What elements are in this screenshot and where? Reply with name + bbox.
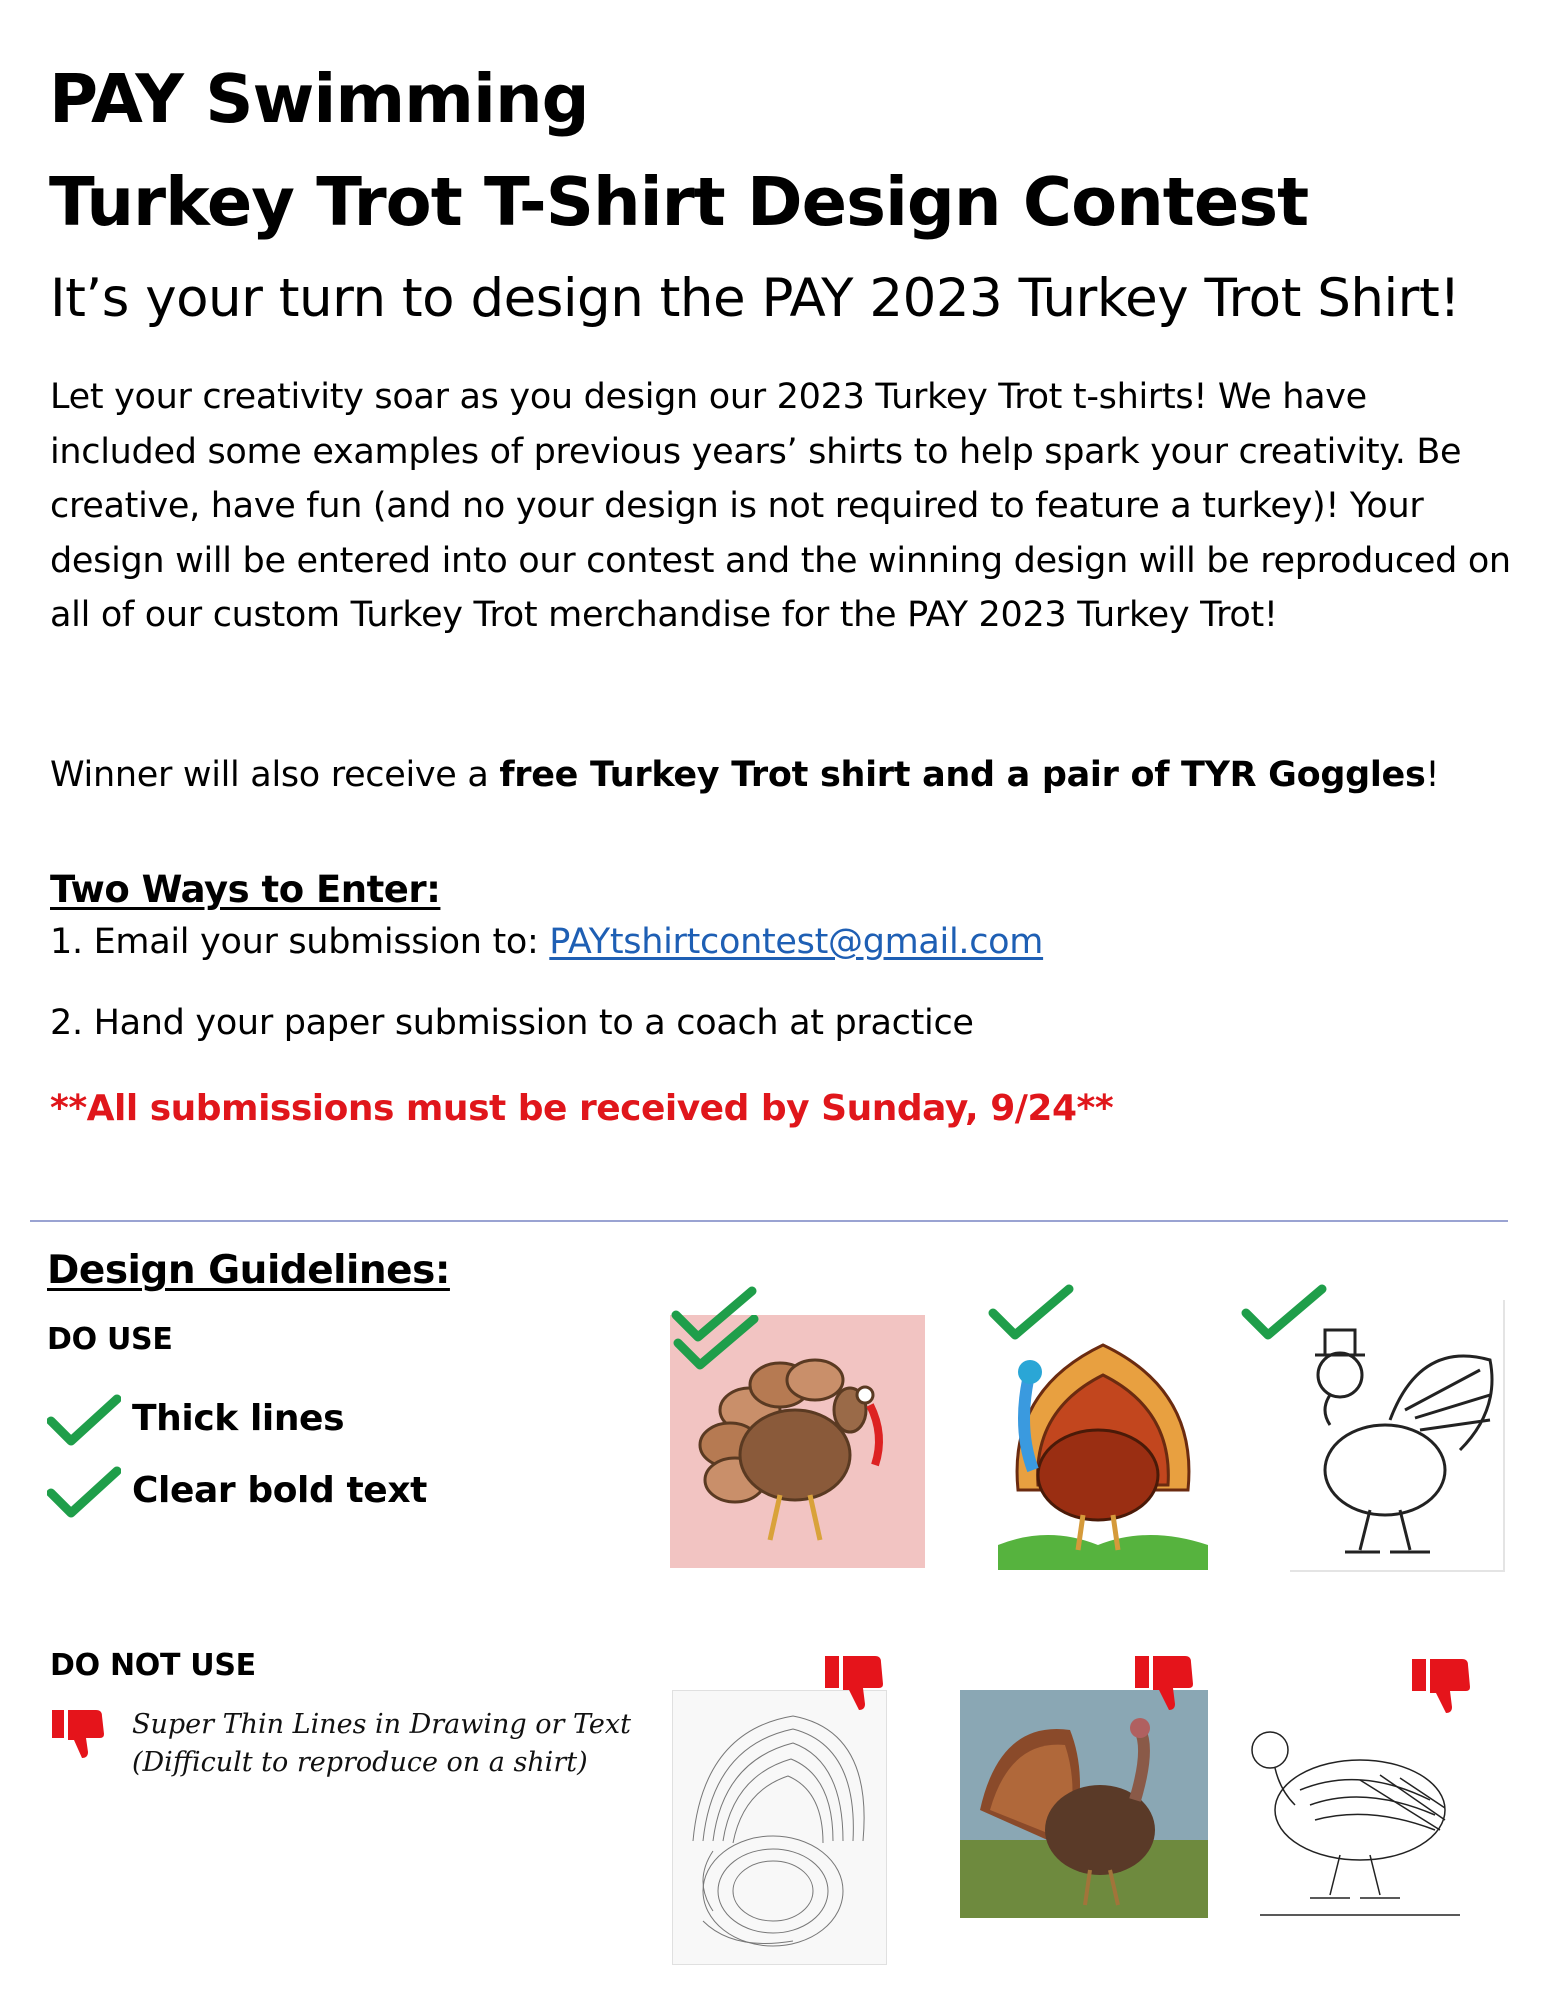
good-example-image-1 — [670, 1315, 925, 1568]
prize-suffix: ! — [1425, 755, 1440, 795]
check-icon — [47, 1465, 121, 1521]
prize-prefix: Winner will also receive a — [50, 755, 500, 795]
bad-example-image-3 — [1240, 1710, 1470, 1920]
title-line-2: Turkey Trot T-Shirt Design Contest — [49, 163, 1309, 241]
do-use-heading: DO USE — [47, 1322, 173, 1357]
guidelines-heading: Design Guidelines: — [47, 1248, 450, 1293]
check-icon — [668, 1285, 758, 1345]
check-icon — [47, 1393, 121, 1449]
prize-line — [50, 755, 1439, 795]
subtitle: It’s your turn to design the PAY 2023 Turkey Trot Shirt! — [50, 268, 1460, 329]
entry-option-2: 2. Hand your paper submission to a coach at practice — [50, 1003, 974, 1043]
entry-heading: Two Ways to Enter: — [50, 868, 441, 911]
bad-example-image-2 — [960, 1690, 1208, 1918]
prize-bold: free Turkey Trot shirt and a pair of TYR Goggles — [499, 755, 1426, 795]
do-not-use-line-1: Super Thin Lines in Drawing or Text — [132, 1709, 631, 1740]
do-not-use-line-2: (Difficult to reproduce on a shirt) — [132, 1747, 588, 1778]
entry-option-1 — [50, 922, 1043, 962]
check-icon — [985, 1283, 1075, 1343]
do-not-use-heading: DO NOT USE — [50, 1648, 256, 1683]
thumbs-down-icon — [50, 1706, 110, 1762]
thumbs-down-icon — [823, 1652, 889, 1714]
title-line-1: PAY Swimming — [49, 60, 589, 138]
deadline-notice: **All submissions must be received by Sunday, 9/24** — [50, 1088, 1114, 1129]
do-item-thick-lines: Thick lines — [132, 1398, 345, 1439]
intro-paragraph: Let your creativity soar as you design our 2023 Turkey Trot t-shirts! We have included some examples of previous years’ shirts to help spark your creativity. Be creative, have fun (and no your design is not required to feature a turkey)! Your design will be entered into our contest and the winning design will be reproduced on all of our custom Turkey Trot merchandise for the PAY 2023 Turkey Trot! — [50, 377, 1511, 635]
section-divider — [30, 1220, 1508, 1222]
entry-option-1-text: 1. Email your submission to: — [50, 922, 550, 962]
check-icon — [1238, 1283, 1328, 1343]
email-link[interactable]: PAYtshirtcontest@gmail.com — [549, 922, 1044, 962]
thumbs-down-icon — [1410, 1655, 1476, 1717]
bad-example-image-1 — [672, 1690, 887, 1965]
do-item-clear-bold-text: Clear bold text — [132, 1470, 427, 1511]
thumbs-down-icon — [1133, 1652, 1199, 1714]
